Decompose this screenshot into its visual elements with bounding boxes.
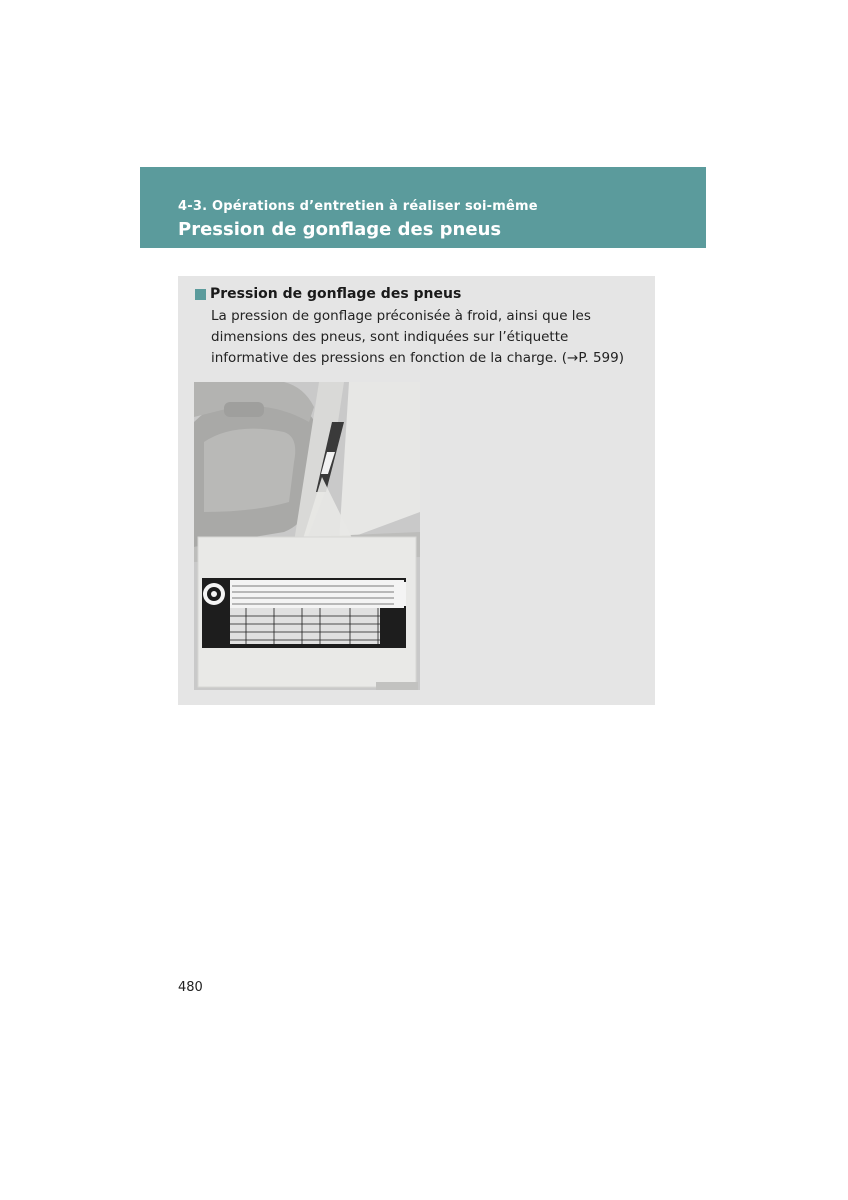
square-bullet-icon: [195, 289, 206, 300]
body-paragraph: La pression de gonflage préconisée à froid, ainsi que les dimensions des pneus, sont indiquées sur l’étiquette informative des pressions en fonction de la charge. (→P. 599): [211, 308, 625, 366]
subheading: [195, 286, 461, 302]
illustration-svg: [194, 382, 420, 690]
chapter-header: [140, 167, 706, 248]
tire-label-illustration: [194, 382, 420, 690]
content-panel: [178, 276, 655, 705]
page-number: 480: [178, 980, 203, 995]
section-label: 4-3. Opérations d’entretien à réaliser soi-même: [178, 199, 538, 214]
subheading-text: Pression de gonflage des pneus: [210, 286, 462, 302]
page-title: Pression de gonflage des pneus: [178, 219, 502, 240]
